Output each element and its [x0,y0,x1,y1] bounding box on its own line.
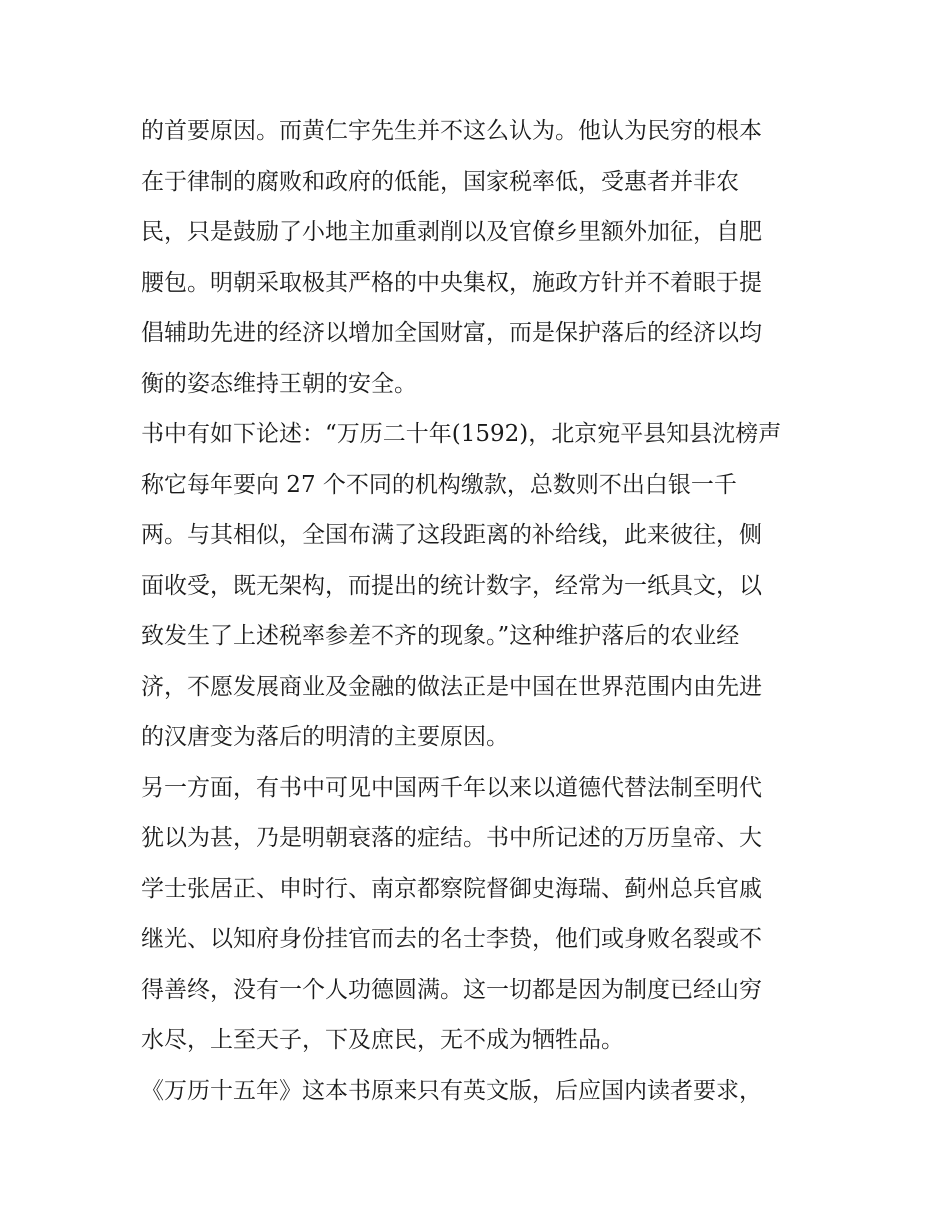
text-line: 济，不愿发展商业及金融的做法正是中国在世界范围内由先进 [141,673,762,700]
text-line: 书中有如下论述：“万历二十年(1592)，北京宛平县知县沈榜声 [141,421,782,447]
text-line: 继光、以知府身份挂官而去的名士李贽，他们或身败名裂或不 [141,926,762,952]
text-line: 得善终，没有一个人功德圆满。这一切都是因为制度已经山穷 [141,976,762,1003]
text-line: 腰包。明朝采取极其严格的中央集权，施政方针并不着眼于提 [141,269,762,296]
text-line: 民，只是鼓励了小地主加重剥削以及官僚乡里额外加征，自肥 [141,219,762,245]
body-text [141,106,821,1116]
text-line: 另一方面，有书中可见中国两千年以来以道德代替法制至明代 [141,774,762,801]
text-line: 犹以为甚，乃是明朝衰落的症结。书中所记述的万历皇帝、大 [141,825,762,851]
text-line: 的汉唐变为落后的明清的主要原因。 [141,724,509,750]
text-line: 在于律制的腐败和政府的低能，国家税率低，受惠者并非农 [141,168,739,195]
text-line: 面收受，既无架构，而提出的统计数字，经常为一纸具文，以 [141,572,762,599]
text-line: 《万历十五年》这本书原来只有英文版，后应国内读者要求， [141,1077,762,1104]
text-line: 的首要原因。而黄仁宇先生并不这么认为。他认为民穷的根本 [141,118,762,144]
text-line: 称它每年要向 27 个不同的机构缴款，总数则不出白银一千 [141,471,737,498]
text-line: 致发生了上述税率参差不齐的现象。”这种维护落后的农业经 [141,623,740,649]
text-line: 衡的姿态维持王朝的安全。 [141,370,417,397]
text-line: 水尽，上至天子，下及庶民，无不成为牺牲品。 [141,1027,624,1053]
text-line: 倡辅助先进的经济以增加全国财富，而是保护落后的经济以均 [141,320,762,346]
text-line: 两。与其相似，全国布满了这段距离的补给线，此来彼往，侧 [141,522,762,548]
text-line: 学士张居正、申时行、南京都察院督御史海瑞、蓟州总兵官戚 [141,875,762,902]
